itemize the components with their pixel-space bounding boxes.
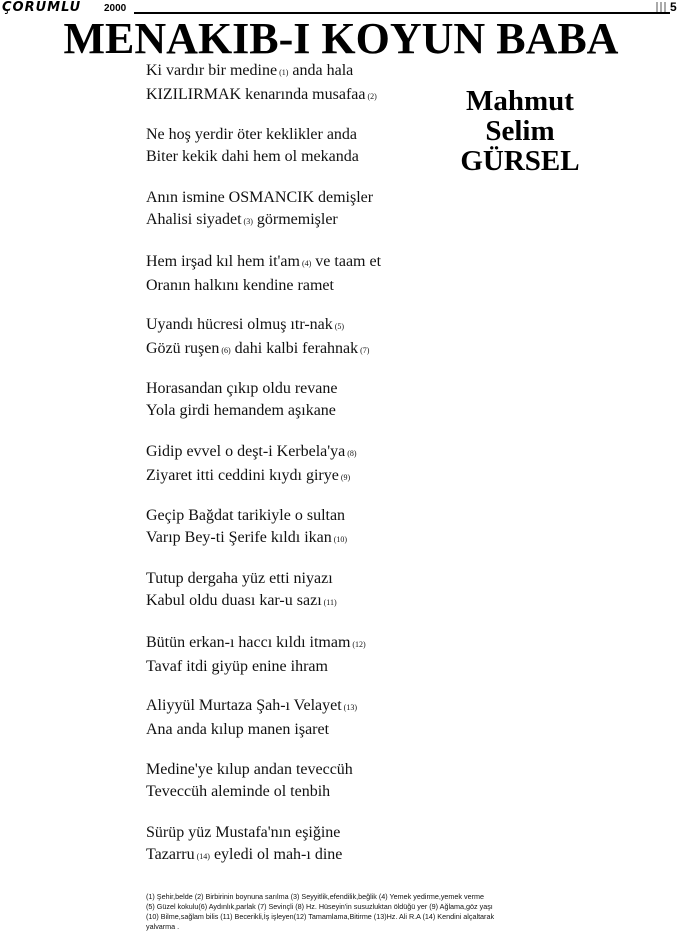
verse-text: Sürüp yüz Mustafa'nın eşiğine [146, 824, 341, 841]
footnote-ref: (5) [334, 322, 345, 331]
footnote-ref: (6) [221, 346, 231, 355]
verse-text: Ahalisi siyadet [146, 211, 242, 228]
verse-line [146, 60, 377, 84]
stanza [146, 378, 337, 422]
verse-text: Biter kekik dahi hem ol mekanda [146, 147, 359, 165]
header-bars-icon [656, 2, 666, 12]
verse-line [146, 187, 373, 209]
stanza [146, 632, 366, 678]
verse-text: Uyandı hücresi olmuş ıtr-nak [146, 316, 333, 333]
stanza [146, 759, 353, 803]
issue-year: 2000 [104, 3, 127, 14]
footnote-line: yalvarma . [146, 922, 180, 931]
verse-line [146, 124, 359, 146]
verse-text: Oranın halkını kendine ramet [146, 276, 334, 294]
footnote-line: (10) Bilme,sağlam bilis (11) Becerikli,İş işleyen(12) Tamamlama,Bitirme (13)Hz. Ali R.A (14) Kendini alçaltarak [146, 912, 495, 921]
footnote-ref: (8) [347, 449, 357, 458]
stanza [146, 251, 381, 297]
verse-text: Varıp Bey-ti Şerife kıldı ikan [146, 528, 332, 546]
footnote-ref: (14) [196, 852, 210, 861]
verse-line [146, 441, 357, 465]
verse-line [146, 505, 347, 527]
verse-text-tail: anda hala [288, 62, 354, 79]
footnote-ref: (10) [333, 534, 348, 544]
verse-text: Tutup dergaha yüz etti niyazı [146, 570, 333, 587]
verse-text-tail: ve taam et [311, 252, 382, 270]
verse-text: Ne hoş yerdir öter keklikler anda [146, 125, 358, 143]
stanza [146, 568, 337, 614]
verse-text: Geçip Bağdat tarikiyle o sultan [146, 506, 346, 524]
stanza [146, 314, 369, 362]
verse-line [146, 656, 366, 678]
verse-line [146, 146, 359, 168]
verse-line [146, 314, 369, 338]
verse-text: Bütün erkan-ı haccı kıldı itmam [146, 633, 351, 651]
verse-line [146, 378, 337, 400]
verse-text-tail: dahi kalbi ferahnak [230, 340, 359, 357]
verse-text: Ana anda kılup manen işaret [146, 721, 330, 738]
verse-text: Tazarru [146, 846, 195, 863]
footnote-ref: (2) [367, 92, 377, 101]
verse-text: Kabul oldu duası kar-u sazı [146, 592, 322, 609]
verse-line [146, 759, 353, 781]
verse-line [146, 568, 337, 590]
author-middle-name: Selim [485, 115, 555, 147]
verse-line [146, 844, 342, 868]
stanza [146, 505, 347, 551]
footnote-line: (5) Güzel kokulu(6) Aydınlık,parlak (7) Sevinçli (8) Hz. Hüseyin'in susuzluktan öldüğü yer (9) Ağlama,göz yaşı [146, 902, 493, 911]
verse-text: Ziyaret itti ceddini kıydı girye [146, 467, 339, 484]
verse-line [146, 400, 337, 422]
verse-line [146, 84, 377, 108]
footnote-ref: (3) [243, 217, 253, 226]
footnote-ref: (11) [323, 598, 337, 607]
stanza [146, 124, 359, 168]
verse-line [146, 209, 373, 233]
poem-title: MENAKIB-I KOYUN BABA [63, 14, 619, 63]
verse-text: Anın ismine OSMANCIK demişler [146, 189, 374, 206]
verse-line [146, 251, 381, 275]
verse-text: Teveccüh aleminde ol tenbih [146, 782, 331, 800]
verse-text: Gidip evvel o deşt-i Kerbela'ya [146, 443, 346, 460]
footnote-line: (1) Şehir,belde (2) Birbirinin boynuna sarılma (3) Seyyitlik,efendilik,beğlik (4) Yemek yedirme,yemek verme [146, 892, 484, 901]
verse-line [146, 590, 337, 614]
author-last-name: GÜRSEL [460, 145, 580, 177]
verse-line [146, 338, 369, 362]
verse-text: Hem irşad kıl hem it'am [146, 252, 300, 270]
verse-text: Medine'ye kılup andan teveccüh [146, 760, 353, 778]
stanza [146, 822, 342, 868]
stanza [146, 187, 373, 233]
verse-text: Ki vardır bir medine [146, 62, 278, 79]
footnotes [146, 892, 576, 932]
footnote-ref: (7) [360, 346, 370, 355]
verse-line [146, 719, 357, 741]
page-number: 5 [670, 0, 677, 14]
stanza [146, 60, 377, 108]
verse-text: Tavaf itdi giyüp enine ihram [146, 657, 328, 675]
author-name [440, 86, 600, 176]
verse-text: KIZILIRMAK kenarında musafaa [146, 86, 366, 103]
verse-text: Gözü ruşen [146, 340, 220, 357]
footnote-ref: (12) [352, 639, 366, 649]
verse-text: Aliyyül Murtaza Şah-ı Velayet [146, 697, 342, 714]
verse-text-tail: görmemişler [252, 211, 338, 228]
verse-line [146, 465, 357, 489]
verse-line [146, 695, 357, 719]
stanza [146, 695, 357, 741]
footnote-ref: (9) [340, 473, 351, 482]
verse-line [146, 781, 353, 803]
verse-text-tail: eyledi ol mah-ı dine [209, 846, 343, 863]
stanza [146, 441, 357, 489]
verse-text: Yola girdi hemandem aşıkane [146, 401, 336, 419]
verse-text: Horasandan çıkıp oldu revane [146, 379, 338, 397]
verse-line [146, 527, 347, 551]
author-first-name: Mahmut [466, 85, 574, 117]
footnote-ref: (4) [301, 258, 312, 268]
newspaper-brand: ÇORUMLU [2, 0, 82, 15]
verse-line [146, 822, 342, 844]
verse-line [146, 632, 366, 656]
verse-line [146, 275, 381, 297]
footnote-ref: (1) [279, 68, 289, 77]
footnote-ref: (13) [343, 703, 357, 712]
